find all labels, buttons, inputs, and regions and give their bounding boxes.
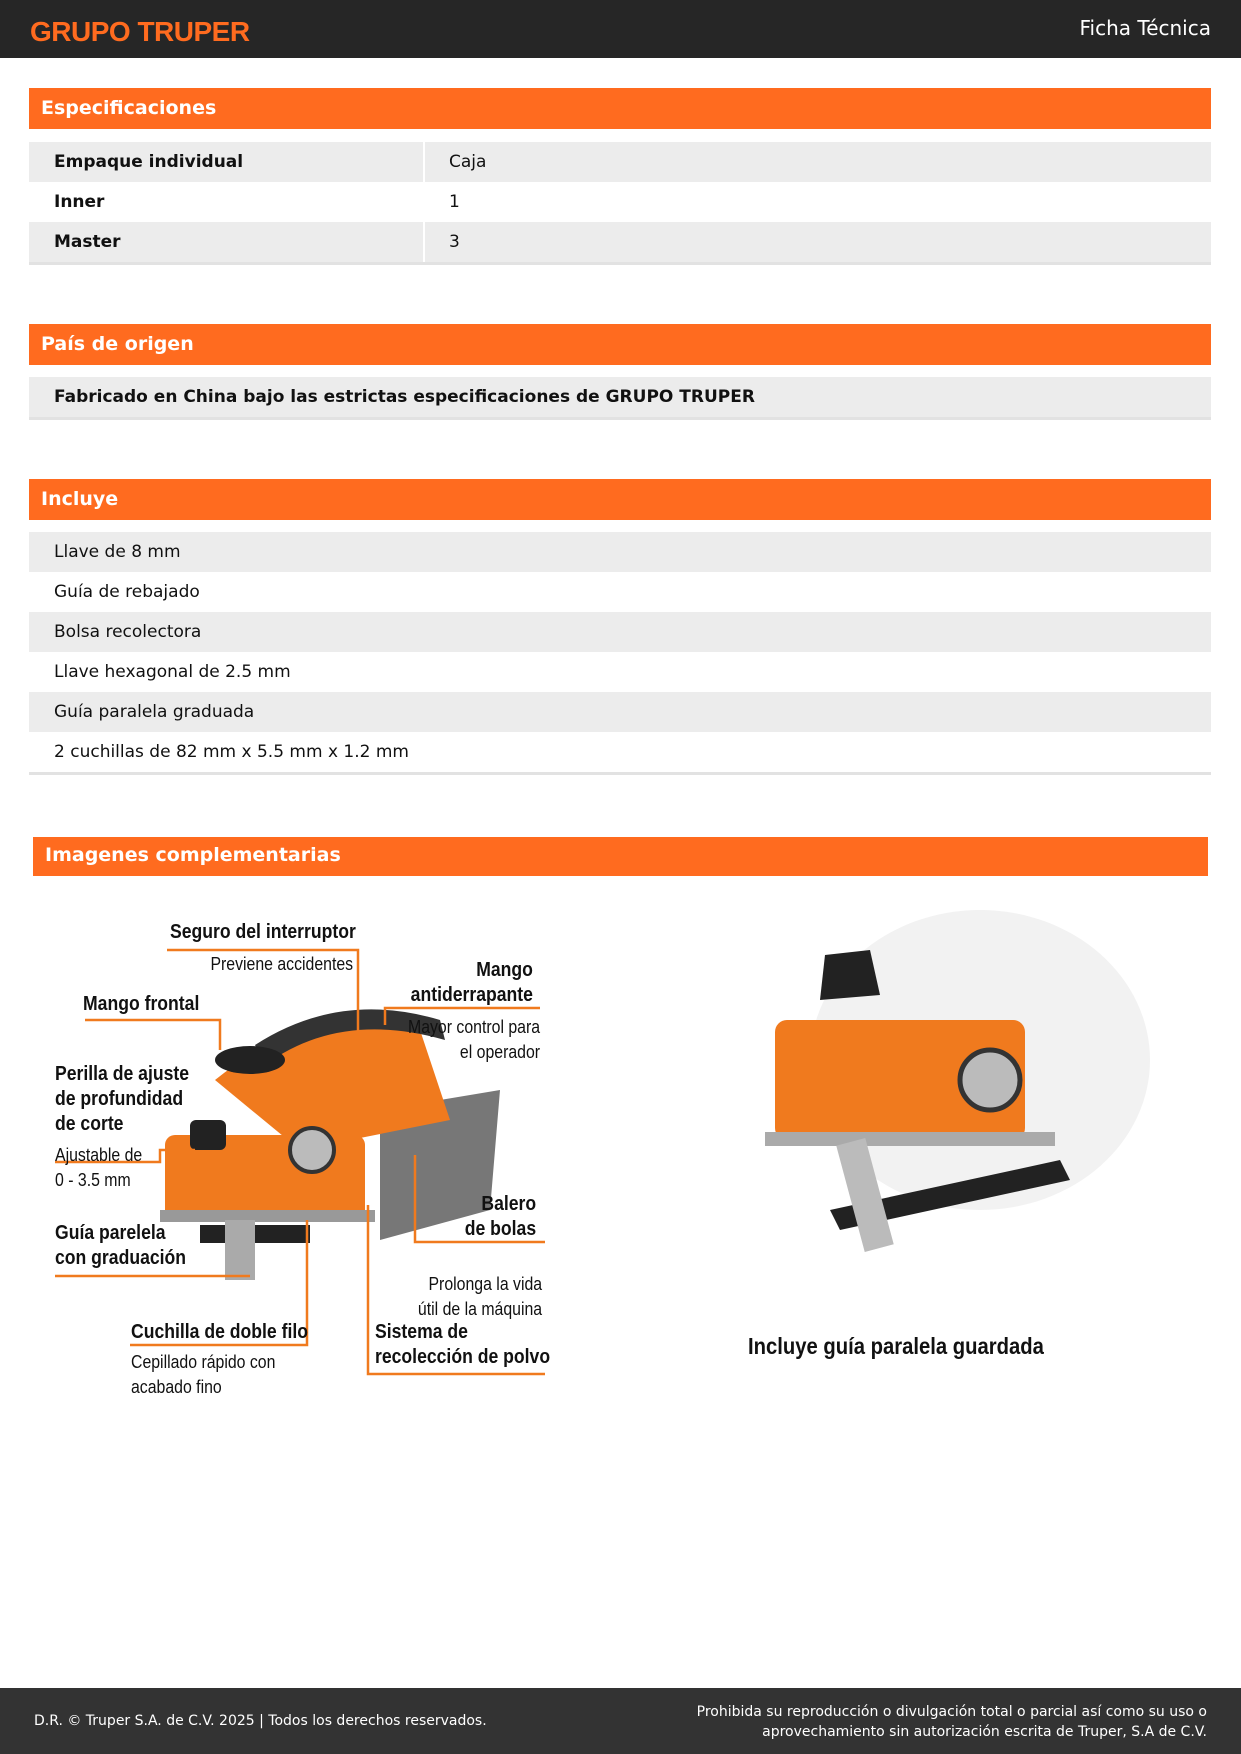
section-incluye-heading: Incluye <box>29 479 1211 520</box>
footer-copyright: D.R. © Truper S.A. de C.V. 2025 | Todos los derechos reservados. <box>34 1713 487 1729</box>
list-item: Llave hexagonal de 2.5 mm <box>54 662 291 682</box>
table-row <box>29 142 1211 182</box>
callout-seguro-title: Seguro del interruptor <box>170 921 356 943</box>
callout-seguro-desc: Previene accidentes <box>210 954 353 974</box>
spec-label: Inner <box>54 192 105 212</box>
origen-text: Fabricado en China bajo las estrictas especificaciones de GRUPO TRUPER <box>29 377 1211 417</box>
callout-balero-title: Balero de bolas <box>464 1193 536 1240</box>
list-item: Guía paralela graduada <box>29 692 1211 732</box>
list-item: 2 cuchillas de 82 mm x 5.5 mm x 1.2 mm <box>54 742 409 762</box>
brand-logo: GRUPO TRUPER <box>30 16 250 47</box>
callout-mango-frontal: Mango frontal <box>83 993 200 1015</box>
spec-value: Caja <box>423 142 1211 182</box>
top-bar <box>0 0 1241 58</box>
footer <box>0 1688 1241 1754</box>
list-item: Bolsa recolectora <box>29 612 1211 652</box>
list-item: Guía de rebajado <box>54 582 200 602</box>
spec-value: 3 <box>423 222 1211 262</box>
callout-guia: Guía parelela con graduación <box>55 1222 187 1269</box>
planer-illustration-right <box>765 910 1150 1252</box>
section-especificaciones-heading: Especificaciones <box>29 88 1211 129</box>
footer-legal: Prohibida su reproducción o divulgación total o parcial así como su uso o aprovechamiento sin autorización escrita de Truper, S.A de C.V. <box>696 1704 1207 1740</box>
image-caption: Incluye guía paralela guardada <box>748 1333 1044 1359</box>
callout-perilla-desc: Ajustable de 0 - 3.5 mm <box>55 1145 143 1190</box>
callout-mango-anti-desc: Mayor control para el operador <box>407 1017 540 1062</box>
spec-label: Master <box>54 232 121 252</box>
table-row <box>29 222 1211 262</box>
spec-label: Empaque individual <box>54 152 244 172</box>
list-item: Llave de 8 mm <box>29 532 1211 572</box>
callout-mango-anti-title: Mango antiderrapante <box>410 959 533 1006</box>
document-title: Ficha Técnica <box>1079 16 1211 40</box>
callout-cuchilla-title: Cuchilla de doble filo <box>131 1321 308 1343</box>
callout-cuchilla-desc: Cepillado rápido con acabado fino <box>131 1352 276 1397</box>
spec-value: 1 <box>423 182 1211 222</box>
incluye-list <box>29 532 1211 775</box>
callout-balero-desc: Prolonga la vida útil de la máquina <box>417 1274 542 1319</box>
especificaciones-table <box>29 142 1211 265</box>
section-origen-heading: País de origen <box>29 324 1211 365</box>
origen-table <box>29 377 1211 420</box>
section-imagenes-heading: Imagenes complementarias <box>33 837 1208 876</box>
table-row <box>29 182 1211 222</box>
callout-perilla-title: Perilla de ajuste de profundidad de corte <box>55 1063 190 1135</box>
callout-sistema: Sistema de recolección de polvo <box>375 1321 551 1368</box>
